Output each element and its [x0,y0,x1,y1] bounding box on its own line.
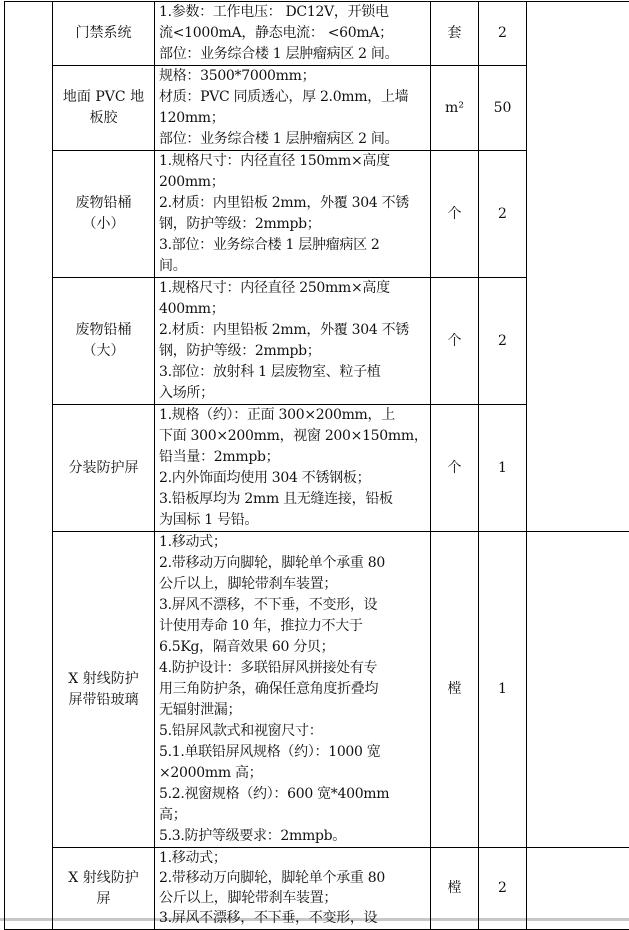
spec-line: 200mm； [159,172,426,193]
spec-line: 计使用寿命 10 年，推拉力不大于 [159,616,426,637]
item-unit: 个 [431,405,479,532]
spec-line: 1.规格（约）：正面 300×200mm，上 [159,405,426,426]
spec-line: 公斤以上，脚轮带刹车装置； [159,888,426,908]
item-spec [155,532,431,848]
spec-line: 5.1.单联铅屏风规格（约）：1000 宽 [159,742,426,763]
item-name-line: X 射线防护 [57,868,150,889]
item-qty: 2 [479,2,527,66]
spec-line: 3.屏风不漂移，不下垂，不变形，设 [159,595,426,616]
item-name-line: 废物铅桶 [57,320,150,341]
spec-line: 为国标 1 号铅。 [159,510,426,531]
item-qty: 2 [479,278,527,405]
item-name [53,532,155,848]
spec-line: 公斤以上，脚轮带刹车装置； [159,574,426,595]
item-qty: 50 [479,66,527,151]
spec-line: 5.2.视窗规格（约）：600 宽*400mm [159,784,426,805]
spec-line: 3.铅板厚均为 2mm 且无缝连接，铅板 [159,489,426,510]
item-qty: 1 [479,405,527,532]
item-name [53,151,155,278]
spec-line: 3.屏风不漂移，不下垂，不变形，设 [159,908,426,928]
item-spec [155,848,431,930]
item-name-line: 分装防护屏 [57,458,150,479]
item-name-line: 地面 PVC 地 [57,87,150,108]
item-name [53,405,155,532]
spec-line: 流<1000mA，静态电流： <60mA； [159,23,426,44]
spec-line: 1.移动式； [159,532,426,553]
spec-line: 1.参数：工作电压： DC12V，开锁电 [159,2,426,23]
table-row [5,532,629,848]
item-name-line: X 射线防护 [57,669,150,690]
item-name-line: 门禁系统 [57,23,150,44]
item-qty: 2 [479,848,527,930]
spec-line: 铅当量：2mmpb； [159,447,426,468]
item-spec [155,151,431,278]
item-unit: 樘 [431,848,479,930]
spec-line: 6.5Kg，隔音效果 60 分贝； [159,637,426,658]
spec-line: 材质：PVC 同质透心，厚 2.0mm，上墙 [159,87,426,108]
item-name [53,278,155,405]
item-name-line: 板胶 [57,108,150,129]
spec-line: 5.3.防护等级要求：2mmpb。 [159,826,426,847]
item-name-line: （大） [57,341,150,362]
index-cell [5,2,53,930]
spec-line: 入场所； [159,383,426,404]
item-name [53,66,155,151]
item-name-line: （小） [57,214,150,235]
spec-line: 下面 300×200mm，视窗 200×150mm， [159,426,426,447]
spec-line: 钢，防护等级：2mmpb； [159,341,426,362]
spec-line: 4.防护设计：多联铅屏风拼接处有专 [159,658,426,679]
item-spec [155,2,431,66]
item-spec [155,278,431,405]
item-name [53,2,155,66]
spec-line: 1.规格尺寸：内径直径 150mm×高度 [159,151,426,172]
spec-line: 2.带移动万向脚轮，脚轮单个承重 80 [159,553,426,574]
equipment-table [4,1,629,930]
spec-line: 无辐射泄漏； [159,700,426,721]
item-qty: 1 [479,532,527,848]
spec-line: 2.材质：内里铅板 2mm，外覆 304 不锈 [159,320,426,341]
spec-line: 2.内外饰面均使用 304 不锈钢板； [159,468,426,489]
item-spec [155,405,431,532]
table-row [5,848,629,930]
item-name [53,848,155,930]
item-unit: 套 [431,2,479,66]
remark-cell [527,532,629,848]
spec-line: 400mm； [159,299,426,320]
spec-line: 2.带移动万向脚轮，脚轮单个承重 80 [159,868,426,888]
item-unit: 个 [431,151,479,278]
spec-line: 规格：3500*7000mm； [159,66,426,87]
item-spec [155,66,431,151]
spec-line: 部位：业务综合楼 1 层肿瘤病区 2 间。 [159,44,426,65]
item-unit: m² [431,66,479,151]
spec-line: 间。 [159,256,426,277]
table-row [5,2,629,66]
spec-line: 3.部位：业务综合楼 1 层肿瘤病区 2 [159,235,426,256]
spec-line: 钢，防护等级：2mmpb； [159,214,426,235]
remark-cell [527,2,629,532]
spec-line: 高； [159,805,426,826]
spec-line: 1.移动式； [159,848,426,868]
remark-cell [527,848,629,930]
item-name-line: 废物铅桶 [57,193,150,214]
spec-line: 用三角防护条，确保任意角度折叠均 [159,679,426,700]
spec-line: 2.材质：内里铅板 2mm，外覆 304 不锈 [159,193,426,214]
spec-line: ×2000mm 高； [159,763,426,784]
item-name-line: 屏带铅玻璃 [57,690,150,711]
spec-line: 5.铅屏风款式和视窗尺寸： [159,721,426,742]
spec-line: 120mm； [159,108,426,129]
item-unit: 樘 [431,532,479,848]
item-unit: 个 [431,278,479,405]
spec-line: 3.部位：放射科 1 层废物室、粒子植 [159,362,426,383]
item-qty: 2 [479,151,527,278]
spec-line: 部位：业务综合楼 1 层肿瘤病区 2 间。 [159,129,426,150]
item-name-line: 屏 [57,889,150,910]
spec-line: 1.规格尺寸：内径直径 250mm×高度 [159,278,426,299]
